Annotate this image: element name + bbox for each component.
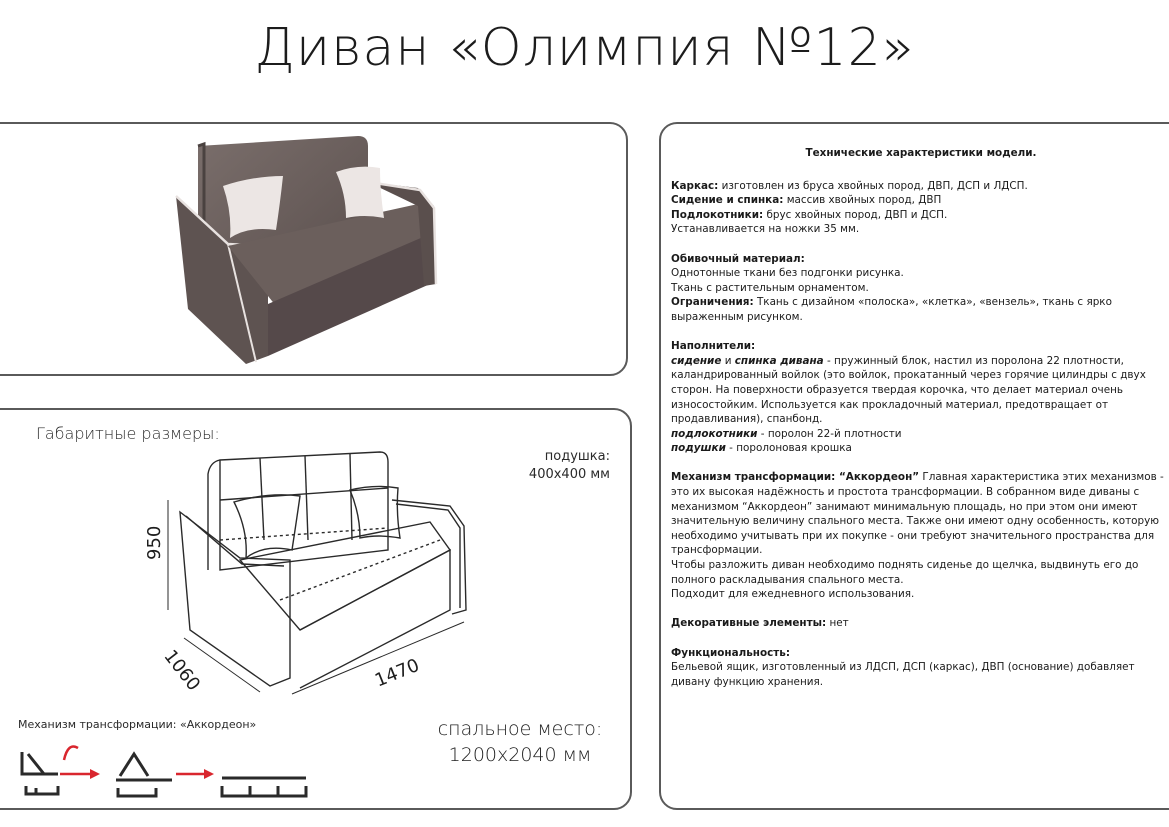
height-dimension: 950 xyxy=(144,525,165,560)
width-dimension: 1470 xyxy=(372,654,423,692)
spec-heading: Технические характеристики модели. xyxy=(805,147,1037,159)
frame-value: изготовлен из бруса хвойных пород, ДВП, ДСП и ЛДСП. xyxy=(718,179,1028,192)
filler-arm-value: - поролон 22-й плотности xyxy=(757,427,902,440)
filler-pillow-value: - поролоновая крошка xyxy=(725,442,852,455)
restrictions-key: Ограничения: xyxy=(671,296,754,309)
armrests-value: брус хвойных пород, ДВП и ДСП. xyxy=(763,208,948,221)
mechanism-line-3: Подходит для ежедневного использования. xyxy=(671,588,915,601)
mechanism-label: Механизм трансформации: «Аккордеон» xyxy=(18,718,257,731)
mechanism-title: Механизм трансформации: xyxy=(671,471,836,484)
mechanism-text: Главная характеристика этих механизмов - это их высокая надёжность и простота трансформации. В собранном виде диваны с механизмом “Аккордеон” занимают минимальную площадь, но при этом они имеют значительную величину спального места. Также они имеют одну особенность, которую необходимо учитывать при их покупке - они требуют значительного пространства для трансформации. xyxy=(671,471,1164,557)
upholstery-line-1: Однотонные ткани без подгонки рисунка. xyxy=(671,267,904,280)
legs-line: Устанавливается на ножки 35 мм. xyxy=(671,223,860,236)
restrictions-value: Ткань с дизайном «полоска», «клетка», «вензель», ткань с ярко выраженным рисунком. xyxy=(671,296,1112,323)
spec-frame-block xyxy=(671,179,1169,237)
sleeping-area-size: 1200х2040 мм xyxy=(448,744,592,766)
depth-dimension: 1060 xyxy=(159,646,205,696)
pillow-size: 400х400 мм xyxy=(528,467,610,482)
spec-decor-block xyxy=(671,616,1169,631)
accordion-mechanism-icons xyxy=(16,738,316,804)
filler-seat-key: сидение xyxy=(671,354,722,367)
function-title: Функциональность: xyxy=(671,646,791,659)
function-text: Бельевой ящик, изготовленный из ЛДСП, ДСП (каркас), ДВП (основание) добавляет дивану функцию хранения. xyxy=(671,661,1135,688)
pillow-label: подушка: xyxy=(544,449,610,464)
spec-upholstery-block xyxy=(671,252,1169,325)
sleeping-area xyxy=(430,716,610,768)
page-title: Диван «Олимпия №12» xyxy=(254,18,915,78)
sofa-photo xyxy=(168,134,458,364)
filler-seat-value: - пружинный блок, настил из поролона 22 плотности, каландрированный войлок (это войлок, прокатанный через горячие цилиндры с двух сторон. На поверхности образуется твердая корочка, что делает материал очень износостойким. Используется как прокладочный материал, предотвращает от продавливания), спанбонд. xyxy=(671,354,1146,426)
armrests-key: Подлокотники: xyxy=(671,208,764,221)
filler-arm-key: подлокотники xyxy=(671,427,758,440)
mechanism-line-2: Чтобы разложить диван необходимо поднять сиденье до щелчка, выдвинуть его до полного раскладывания спального места. xyxy=(671,559,1139,586)
sofa-line-drawing xyxy=(160,440,480,700)
upholstery-line-2: Ткань с растительным орнаментом. xyxy=(671,281,869,294)
spec-function-block xyxy=(671,646,1169,690)
decor-value: нет xyxy=(826,617,849,630)
dimensions-title: Габаритные размеры: xyxy=(36,424,220,443)
mechanism-name: “Аккордеон” xyxy=(835,471,920,484)
frame-key: Каркас: xyxy=(671,179,719,192)
spec-mechanism-block xyxy=(671,470,1169,601)
fillers-title: Наполнители: xyxy=(671,340,756,353)
filler-pillow-key: подушки xyxy=(671,442,726,455)
pillow-size-label xyxy=(510,448,610,484)
sleeping-area-label: спальное место: xyxy=(437,718,603,740)
seat-value: массив хвойных пород, ДВП xyxy=(783,194,942,207)
seat-key: Сидение и спинка: xyxy=(671,194,784,207)
spec-fillers-block xyxy=(671,339,1169,456)
filler-and: и xyxy=(721,354,735,367)
decor-title: Декоративные элементы: xyxy=(671,617,827,630)
filler-back-key: спинка дивана xyxy=(734,354,824,367)
upholstery-title: Обивочный материал: xyxy=(671,252,805,265)
spec-text xyxy=(671,146,1169,704)
